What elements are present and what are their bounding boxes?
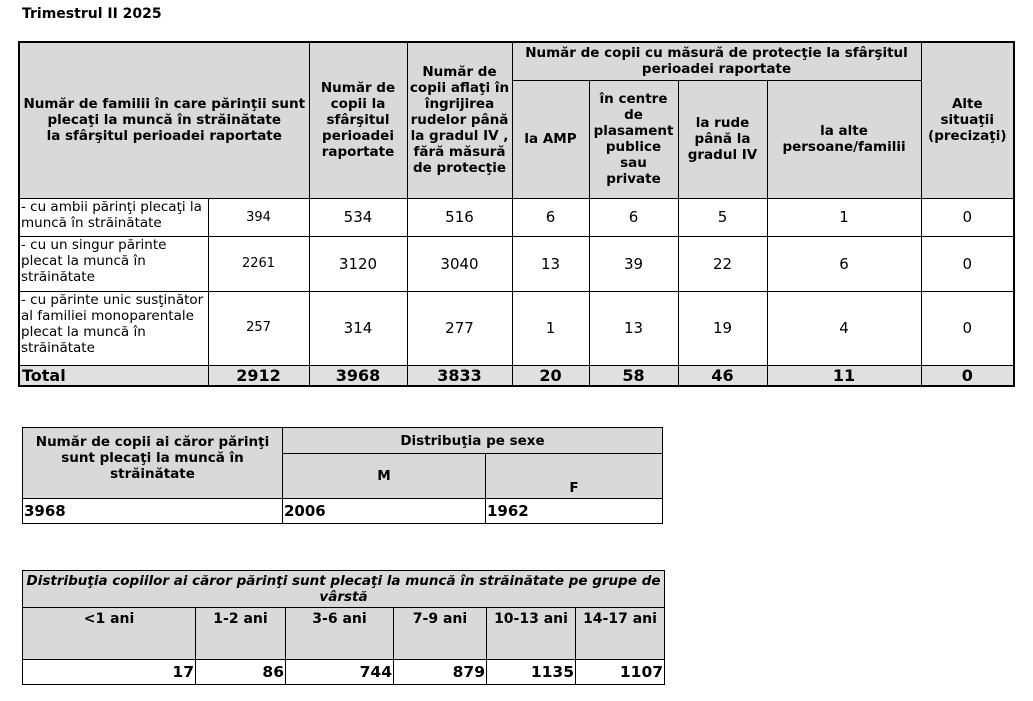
row-label: - cu părinte unic susţinător al familiei monoparentale plecat la muncă în străinătate [19,291,208,365]
cell-value: 534 [309,198,407,236]
cell-value: 6 [767,236,921,291]
age-distribution-table [22,570,665,685]
total-value: 3833 [407,365,512,386]
cell-value: 39 [589,236,678,291]
children-main-table [18,41,1015,387]
total-value: 46 [678,365,767,386]
row-label: - cu un singur părinte plecat la muncă în străinătate [19,236,208,291]
cell-value: 6 [512,198,589,236]
header-other-persons: la alte persoane/familii [767,80,921,198]
cell-value: 0 [921,198,1014,236]
header-children-count: Număr de copii ai căror părinţi sunt plecaţi la muncă în străinătate [23,428,283,499]
header-male: M [283,454,486,499]
total-label: Total [19,365,208,386]
table-row [19,198,1014,236]
row-label: - cu ambii părinţi plecaţi la muncă în străinătate [19,198,208,236]
cell-value: 516 [407,198,512,236]
table-row [23,660,665,685]
header-age: 7-9 ani [394,608,487,660]
header-female: F [486,454,663,499]
cell-age-value: 1107 [576,660,665,685]
table-row [23,499,663,524]
cell-value: 277 [407,291,512,365]
header-children-care: Număr de copii aflaţi în îngrijirea rudelor până la gradul IV , fără măsură de protecţie [407,42,512,198]
cell-age-value: 86 [196,660,286,685]
header-age: 3-6 ani [286,608,394,660]
header-age: 1-2 ani [196,608,286,660]
total-value: 0 [921,365,1014,386]
cell-value: 13 [512,236,589,291]
cell-value: 1 [512,291,589,365]
total-value: 3968 [309,365,407,386]
header-families: Număr de familii în care părinţii sunt plecaţi la muncă în străinătate la sfârşitul perioadei raportate [19,42,309,198]
total-value: 20 [512,365,589,386]
cell-value: 6 [589,198,678,236]
cell-total-children: 3968 [23,499,283,524]
header-age: 14-17 ani [576,608,665,660]
cell-families: 257 [208,291,309,365]
cell-value: 314 [309,291,407,365]
cell-value: 13 [589,291,678,365]
header-age-distribution: Distribuţia copiilor ai căror părinţi sunt plecaţi la muncă în străinătate pe grupe de vârstă [23,571,665,608]
total-row [19,365,1014,386]
cell-value: 4 [767,291,921,365]
cell-age-value: 1135 [487,660,576,685]
cell-age-value: 879 [394,660,487,685]
header-age: <1 ani [23,608,196,660]
cell-male: 2006 [283,499,486,524]
cell-value: 3040 [407,236,512,291]
page-title: Trimestrul II 2025 [22,6,162,22]
cell-value: 0 [921,236,1014,291]
cell-female: 1962 [486,499,663,524]
header-centers: în centre de plasament publice sau private [589,80,678,198]
total-value: 11 [767,365,921,386]
cell-families: 2261 [208,236,309,291]
total-value: 58 [589,365,678,386]
header-age: 10-13 ani [487,608,576,660]
cell-families: 394 [208,198,309,236]
header-sex-distribution: Distribuţia pe sexe [283,428,663,454]
cell-age-value: 17 [23,660,196,685]
cell-age-value: 744 [286,660,394,685]
cell-value: 0 [921,291,1014,365]
header-relatives: la rude până la gradul IV [678,80,767,198]
header-children-end: Număr de copii la sfârşitul perioadei raportate [309,42,407,198]
cell-value: 3120 [309,236,407,291]
header-amp: la AMP [512,80,589,198]
header-other-situations: Alte situaţii (precizaţi) [921,42,1014,198]
cell-value: 19 [678,291,767,365]
header-protection-group: Număr de copii cu măsură de protecţie la sfârşitul perioadei raportate [512,42,921,80]
table-row [19,236,1014,291]
cell-value: 1 [767,198,921,236]
cell-value: 22 [678,236,767,291]
table-row [19,291,1014,365]
cell-value: 5 [678,198,767,236]
sex-distribution-table [22,427,663,524]
total-value: 2912 [208,365,309,386]
